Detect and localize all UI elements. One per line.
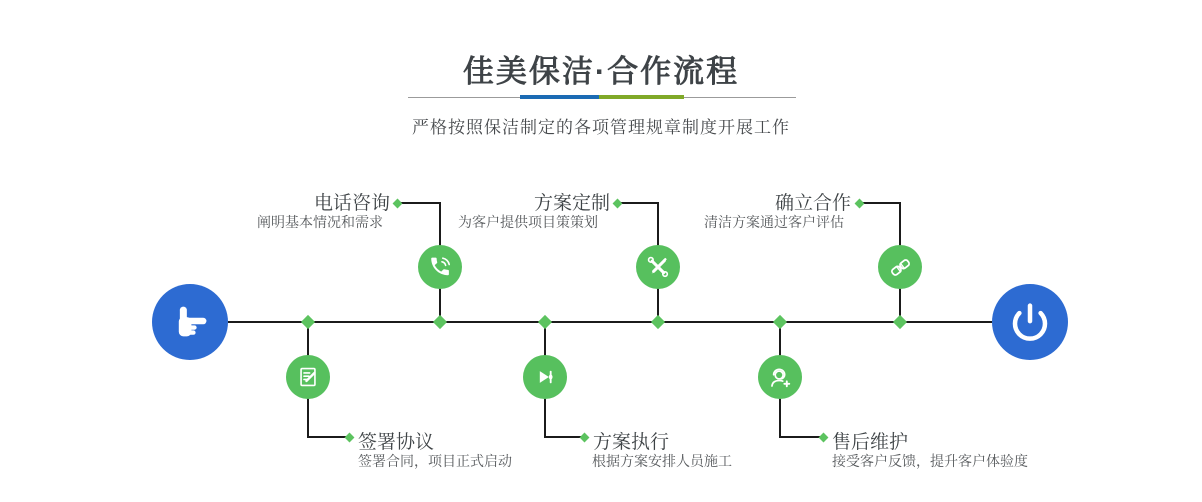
connector-label-cooperate — [860, 202, 900, 204]
step-title-execute: 方案执行 — [593, 432, 670, 453]
document-pen-icon — [295, 364, 321, 390]
page-title: 佳美保洁·合作流程 — [462, 54, 740, 89]
pointing-hand-icon — [169, 301, 211, 343]
step-forward-icon — [532, 364, 558, 390]
step-title-aftersale: 售后维护 — [832, 432, 909, 453]
timeline-main-line — [228, 321, 992, 323]
step-desc-cooperate: 清洁方案通过客户评估 — [704, 214, 844, 230]
connector-label-customize — [618, 202, 658, 204]
step-icon-circle-aftersale — [758, 355, 802, 399]
label-diamond — [580, 433, 590, 443]
phone-icon — [427, 254, 453, 280]
page-subtitle: 严格按照保洁制定的各项管理规章制度开展工作 — [412, 118, 790, 137]
label-diamond — [393, 199, 403, 209]
power-icon — [1010, 302, 1050, 342]
step-desc-phone: 阐明基本情况和需求 — [257, 214, 383, 230]
step-desc-customize: 为客户提供项目策策划 — [458, 214, 598, 230]
label-diamond — [613, 199, 623, 209]
step-icon-circle-phone — [418, 245, 462, 289]
pencil-wrench-icon — [645, 254, 671, 280]
label-diamond — [855, 199, 865, 209]
title-divider-accent — [520, 95, 684, 99]
step-desc-execute: 根据方案安排人员施工 — [592, 453, 732, 469]
timeline-node-diamond — [301, 315, 315, 329]
timeline-node-diamond — [773, 315, 787, 329]
step-title-customize: 方案定制 — [533, 193, 610, 214]
timeline-node-diamond — [538, 315, 552, 329]
step-icon-circle-customize — [636, 245, 680, 289]
step-icon-circle-sign — [286, 355, 330, 399]
step-title-phone: 电话咨询 — [313, 193, 390, 214]
divider-green-accent — [599, 95, 684, 99]
connector-label-phone — [398, 202, 440, 204]
timeline-node-diamond — [433, 315, 447, 329]
step-desc-sign: 签署合同，项目正式启动 — [358, 453, 512, 469]
timeline-node-diamond — [651, 315, 665, 329]
label-diamond — [345, 433, 355, 443]
divider-blue-accent — [520, 95, 599, 99]
step-desc-aftersale: 接受客户反馈，提升客户体验度 — [832, 453, 1028, 469]
step-title-sign: 签署协议 — [358, 432, 435, 453]
label-diamond — [819, 433, 829, 443]
headset-person-icon — [767, 364, 794, 391]
timeline-end-circle — [992, 284, 1068, 360]
step-icon-circle-cooperate — [878, 245, 922, 289]
step-title-cooperate: 确立合作 — [774, 193, 851, 214]
timeline-start-circle — [152, 284, 228, 360]
timeline-node-diamond — [893, 315, 907, 329]
handshake-icon — [887, 254, 914, 281]
step-icon-circle-execute — [523, 355, 567, 399]
